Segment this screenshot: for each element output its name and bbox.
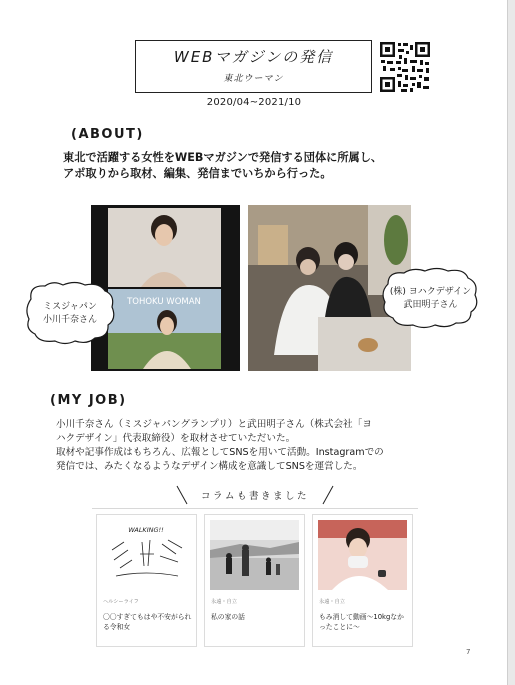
job-line-3: 取材や記事作成はもちろん、広報としてSNSを用いて活動。Instagramでの <box>56 447 384 458</box>
card-title: 私の家の話 <box>211 613 245 621</box>
column-card[interactable] <box>312 514 413 647</box>
title-box <box>135 40 372 93</box>
job-line-1: 小川千奈さん（ミスジャパングランプリ）と武田明子さん（株式会社「ヨ <box>56 419 372 430</box>
qr-code-icon <box>379 41 431 93</box>
card-category: ヘルシーライフ <box>103 599 139 605</box>
column-card[interactable] <box>96 514 197 647</box>
about-line-1: 東北で活躍する女性をWEBマガジンで発信する団体に所属し、 <box>63 151 383 164</box>
about-text <box>63 150 463 182</box>
card-title: もみ消して動画〜10kgなかったことに〜 <box>319 613 404 631</box>
column-heading-label: コラムも書きました <box>201 491 309 502</box>
job-text <box>56 418 461 474</box>
page-number: 7 <box>466 648 471 656</box>
tohoku-woman-banner: TOHOKU WOMAN <box>127 297 201 307</box>
column-heading <box>175 484 335 506</box>
card-category: 永遠・自立 <box>319 599 345 605</box>
speech-bubble-right <box>380 266 481 330</box>
divider <box>92 508 418 509</box>
bubble-right-line-1: (株) ヨハクデザイン <box>389 287 472 297</box>
card-category: 永遠・自立 <box>211 599 237 605</box>
card-title: 〇〇すぎてもはや不安がられる令和女 <box>103 613 192 631</box>
job-heading: (MY JOB) <box>50 393 127 408</box>
bubble-right-line-2: 武田明子さん <box>403 300 458 310</box>
bubble-left-line-2: 小川千奈さん <box>42 315 97 325</box>
card-illustration-text: WALKING!! <box>128 526 164 534</box>
period-text: 2020/04~2021/10 <box>206 97 302 108</box>
bubble-left-line-1: ミスジャパン <box>43 302 97 312</box>
about-line-2: アポ取りから取材、編集、発信までいちから行った。 <box>63 167 332 180</box>
job-line-2: ハクデザイン」代表取締役）を取材させていただいた。 <box>56 433 296 444</box>
card-image <box>102 520 191 590</box>
card-image <box>210 520 299 590</box>
column-card[interactable] <box>204 514 305 647</box>
speech-bubble-left <box>23 279 117 347</box>
card-image <box>318 520 407 590</box>
page-subtitle: 東北ウーマン <box>223 74 284 84</box>
page-title: WEBマガジンの発信 <box>173 48 334 66</box>
about-heading: (ABOUT) <box>71 127 144 142</box>
job-line-4: 発信では、みたくなるようなデザイン構成を意識してSNSを運営した。 <box>56 461 363 472</box>
